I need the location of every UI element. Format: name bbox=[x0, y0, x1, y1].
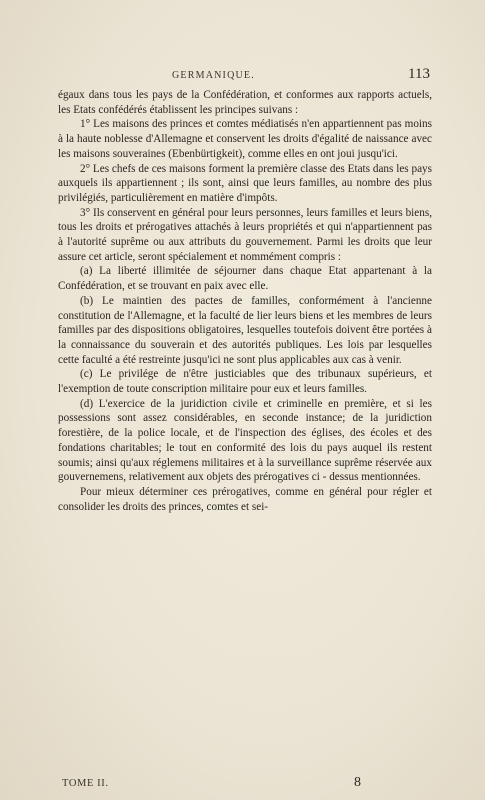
page-number: 113 bbox=[408, 66, 430, 82]
paragraph-item-c: (c) Le privilége de n'être justiciables que des tribunaux supérieurs, et l'exemption de toute conscription militaire pour eux et leurs familles. bbox=[58, 368, 432, 396]
paragraph-article-1: 1° Les maisons des princes et comtes médiatisés n'en appartiennent pas moins à la haute noblesse d'Allemagne et conservent les droits d'égalité de naissance avec les maisons souveraines (Ebenbürtigkeit), comme elles en ont joui jusqu'ici. bbox=[58, 118, 432, 160]
running-title: GERMANIQUE. bbox=[172, 70, 255, 81]
paragraph-item-b: (b) Le maintien des pactes de familles, conformément à l'ancienne constitution de l'Allemagne, et la faculté de lier leurs biens et les membres de leurs familles par des dispositions obligatoires, lesquelles toutefois doivent être portées à la connaissance du souverain et des autorités publiques. Les lois par lesquelles cette faculté a été restreinte jusqu'ici ne sont plus applicables aux cas à venir. bbox=[58, 294, 432, 366]
paragraph-final: Pour mieux déterminer ces prérogatives, comme en général pour régler et consolider les droits des princes, comtes et sei- bbox=[58, 485, 432, 513]
paragraph-article-3: 3° Ils conservent en général pour leurs personnes, leurs familles et leurs biens, tous les droits et prérogatives attachés à leurs propriétés et qui n'appartiennent pas à l'autorité suprême ou aux attributs du gouvernement. Parmi les droits que leur assure cet article, seront spécialement et nommément compris : bbox=[58, 206, 432, 263]
paragraph-item-d: (d) L'exercice de la juridiction civile et criminelle en première, et si les possessions sont assez considérables, en seconde instance; de la juridiction forestière, de la police locale, et de l'inspection des églises, des écoles et des fondations charitables; le tout en conformité des lois du pays auquel ils restent soumis; ainsi qu'aux réglemens militaires et à la surveillance suprême réservée aux gouvernemens, relativement aux objets des prérogatives ci - dessus mentionnées. bbox=[58, 397, 432, 484]
paragraph-article-2: 2° Les chefs de ces maisons forment la première classe des Etats dans les pays auxquels ils appartiennent ; ils sont, ainsi que leurs familles, au nombre des plus privilégiés, particulièrement en matière d'impôts. bbox=[58, 162, 432, 204]
volume-label: TOME II. bbox=[62, 778, 109, 789]
page-header bbox=[172, 66, 430, 86]
body-text bbox=[58, 88, 432, 514]
page-footer bbox=[62, 775, 382, 794]
paragraph-item-a: (a) La liberté illimitée de séjourner dans chaque Etat appartenant à la Confédération, et se trouvant en paix avec elle. bbox=[58, 265, 432, 293]
paragraph-continuation: égaux dans tous les pays de la Confédération, et conformes aux rapports actuels, les Etats confédérés établissent les principes suivans : bbox=[58, 89, 432, 116]
signature-mark: 8 bbox=[354, 775, 361, 790]
